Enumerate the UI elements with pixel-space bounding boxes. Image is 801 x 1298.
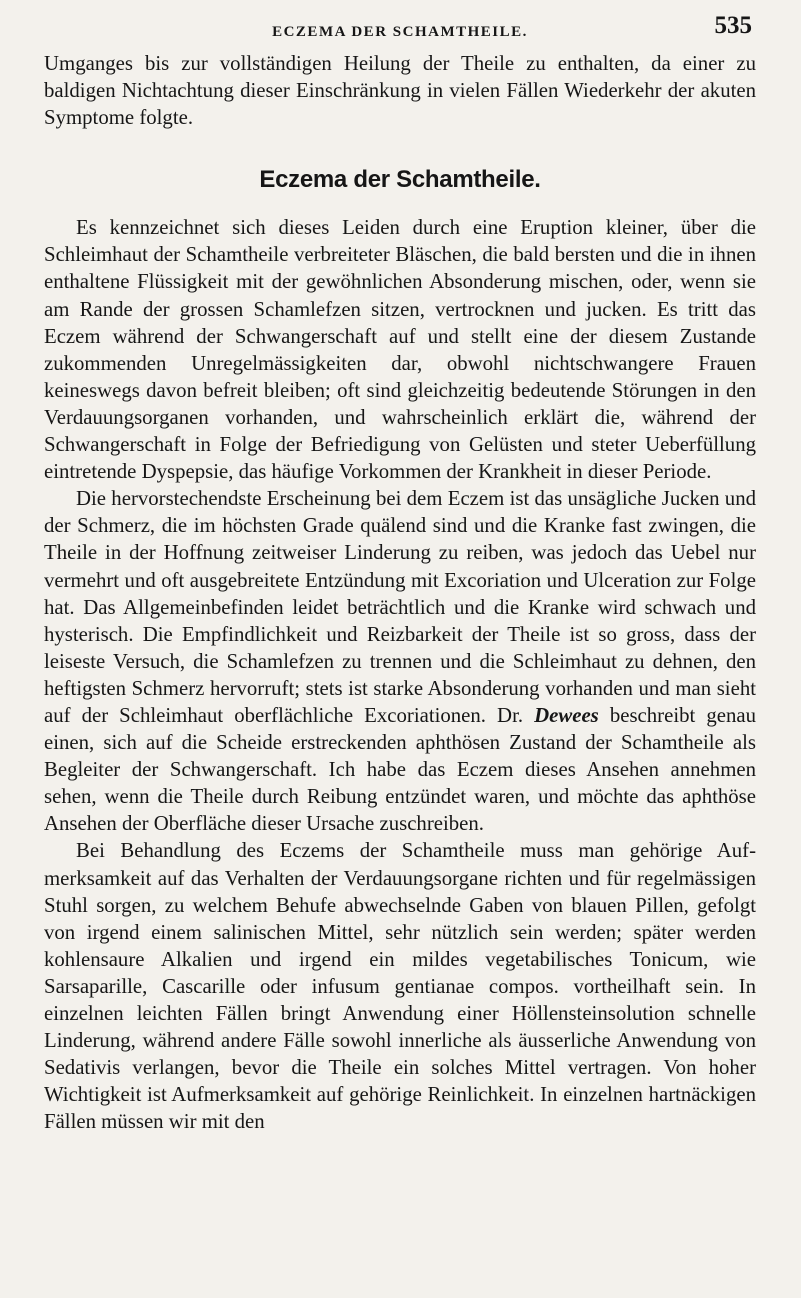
- running-header: [44, 10, 756, 50]
- running-title: ECZEMA DER SCHAMTHEILE.: [272, 24, 528, 40]
- paragraph-3: Bei Behandlung des Eczems der Schamtheile muss man gehörige Aufmerksamkeit auf das Verhalten der Verdauungsorgane richten und für regelmässigen Stuhl sorgen, zu welchem Behufe abwechselnde Gaben von blauen Pillen, gefolgt von irgend einem salinischen Mittel, sehr nützlich sein werden; später werden kohlensaure Alkalien und irgend ein mildes vegetabilisches Tonicum, wie Sarsaparille, Cascarille oder infusum gentianae compos. vortheilhaft sein. In einzelnen leichten Fällen bringt Anwendung einer Höllensteinsolution schnelle Linderung, während andere Fälle sowohl innerliche als äusserliche Anwendung von Sedativis verlangen, bevor die Theile ein solches Mittel vertragen. Von hoher Wichtigkeit ist Aufmerksamkeit auf gehörige Reinlichkeit. In einzelnen hartnäckigen Fällen müssen wir mit den: [44, 839, 756, 1134]
- paragraph-2: [44, 485, 756, 837]
- paragraph-2-text-a: Die hervorstechendste Erscheinung bei dem Eczem ist das unsägliche Jucken und der Schmerz, die im höchsten Grade quälend sind und die Kranke fast zwingen, die Theile in der Hoffnung zeitweiser Linderung zu reiben, was jedoch das Uebel nur vermehrt und oft ausgebreitete Entzündung mit Excoriation und Ulceration zur Folge hat. Das Allgemeinbefinden leidet beträchtlich und die Kranke wird schwach und hysterisch. Die Empfindlichkeit und Reizbarkeit der Theile ist so gross, dass der leiseste Versuch, die Schamlefzen zu trennen und die Schleimhaut zu dehnen, den heftigsten Schmerz hervorruft; stets ist starke Absonderung vorhanden und man sieht auf der Schleimhaut oberflächliche Excoriationen. Dr.: [44, 487, 756, 727]
- page-number: 535: [714, 12, 752, 39]
- paragraph-2-text-b: beschreibt genau einen, sich auf die Scheide erstreckenden aphthösen Zustand der Schamtheile als Begleiter der Schwangerschaft. Ich habe das Eczem dieses Ansehen annehmen sehen, wenn die Theile durch Reibung entzündet waren, und möchte das aphthöse Ansehen der Oberfläche dieser Ursache zuschreiben.: [44, 703, 756, 836]
- section-heading: Eczema der Schamtheile.: [259, 166, 541, 194]
- paragraph-1: Es kennzeichnet sich dieses Leiden durch eine Eruption kleiner, über die Schleimhaut der Schamtheile verbreiteter Bläschen, die bald bersten und die in ihnen enthaltene Flüssigkeit mit der gewöhnlichen Absonderung mischen, oder, wenn sie am Rande der grossen Schamlefzen sitzen, vertrocknen und jucken. Es tritt das Eczem während der Schwangerschaft auf und stellt eine der diesem Zustande zukommenden Unregelmässigkeiten dar, obwohl nichtschwangere Frauen keineswegs davon befreit bleiben; oft sind gleichzeitig bedeutende Störungen in den Verdauungsorganen vorhanden, und wahrscheinlich erklärt die, während der Schwangerschaft in Folge der Befriedigung von Gelüsten und steter Ueberfüllung eintretende Dyspepsie, das häufige Vorkommen der Krankheit in dieser Periode.: [44, 216, 756, 484]
- paragraph-continued: Umganges bis zur vollständigen Heilung der Theile zu enthalten, da einer zu baldigen Nichtachtung dieser Einschränkung in vielen Fällen Wiederkehr der akuten Symptome folgte.: [44, 52, 756, 130]
- book-page: [44, 10, 756, 1135]
- author-name: Dewees: [534, 703, 599, 727]
